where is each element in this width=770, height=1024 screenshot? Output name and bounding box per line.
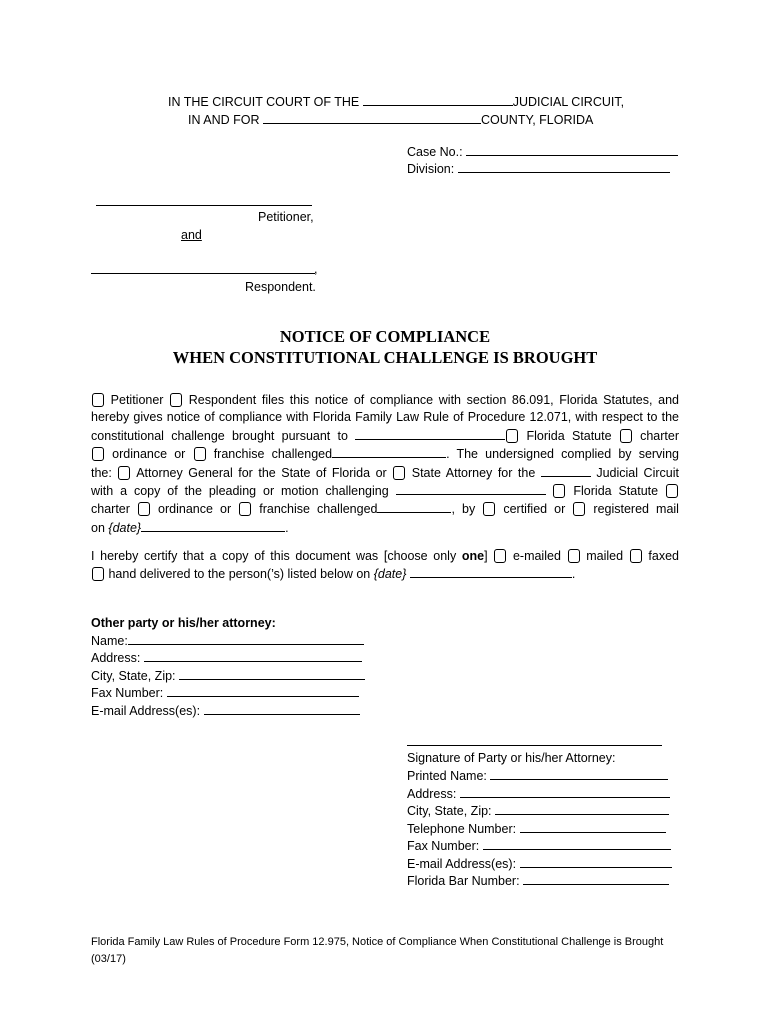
other-party-address-row: Address: (91, 649, 362, 667)
case-number-row: Case No.: (407, 143, 678, 161)
certify-date-field[interactable] (410, 565, 572, 578)
certification-paragraph (91, 548, 679, 584)
signature-field[interactable] (407, 745, 662, 746)
other-party-heading: Other party or his/her attorney: (91, 616, 276, 630)
para-line-5: the: Attorney General for the State of Florida or State Attorney for the Judicial Circuit (91, 465, 679, 480)
petitioner-name-field[interactable] (96, 205, 312, 206)
pursuant-to-field[interactable] (355, 427, 505, 440)
telephone-row: Telephone Number: (407, 820, 666, 838)
franchise-checkbox-1[interactable] (194, 447, 206, 461)
franchise-field-1[interactable] (332, 445, 446, 458)
other-party-address-field[interactable] (144, 649, 362, 662)
printed-name-row: Printed Name: (407, 767, 668, 785)
other-party-email-row: E-mail Address(es): (91, 702, 360, 720)
other-party-city-row: City, State, Zip: (91, 667, 365, 685)
para-line-1: Petitioner Respondent files this notice of compliance with section 86.091, Florida Statutes, and (91, 392, 679, 409)
form-title: NOTICE OF COMPLIANCE (279, 327, 491, 346)
charter-checkbox-2[interactable] (666, 484, 678, 498)
footer-form-title: Florida Family Law Rules of Procedure Form 12.975, Notice of Compliance When Constitutional Challenge is Brought (91, 936, 664, 948)
florida-statute-checkbox-1[interactable] (506, 429, 518, 443)
bar-number-field[interactable] (523, 872, 669, 885)
other-party-email-field[interactable] (204, 702, 360, 715)
respondent-comma: , (314, 262, 318, 276)
state-attorney-checkbox[interactable] (393, 466, 405, 480)
registered-mail-checkbox[interactable] (573, 502, 585, 516)
para-line-2: hereby gives notice of compliance with Florida Family Law Rule of Procedure 12.071, with respect to the (91, 410, 679, 425)
hand-delivered-checkbox[interactable] (92, 567, 104, 581)
judicial-circuit-field[interactable] (363, 93, 513, 106)
other-party-fax-field[interactable] (167, 684, 359, 697)
attorney-general-checkbox[interactable] (118, 466, 130, 480)
footer-revision: (03/17) (91, 953, 126, 965)
other-party-name-field[interactable] (128, 632, 364, 645)
cert-line-2: hand delivered to the person(’s) listed below on {date} . (91, 565, 679, 583)
petitioner-label: Petitioner, (258, 210, 314, 224)
division-row: Division: (407, 160, 670, 178)
signer-email-row: E-mail Address(es): (407, 855, 672, 873)
para-line-8: on {date} . (91, 520, 289, 535)
respondent-checkbox[interactable] (170, 393, 182, 407)
certified-mail-checkbox[interactable] (483, 502, 495, 516)
mailed-checkbox[interactable] (568, 549, 580, 563)
signature-label: Signature of Party or his/her Attorney: (407, 751, 616, 765)
signer-address-row: Address: (407, 785, 670, 803)
other-party-name-row: Name: (91, 632, 364, 650)
faxed-checkbox[interactable] (630, 549, 642, 563)
division-field[interactable] (458, 160, 670, 173)
notice-paragraph (91, 392, 679, 537)
other-party-fax-row: Fax Number: (91, 684, 359, 702)
respondent-name-field[interactable] (91, 273, 315, 274)
court-header-line1: IN THE CIRCUIT COURT OF THE JUDICIAL CIRCUIT, (168, 95, 625, 109)
signer-fax-row: Fax Number: (407, 837, 671, 855)
county-field[interactable] (263, 111, 481, 124)
court-header-line2: IN AND FOR COUNTY, FLORIDA (188, 113, 594, 127)
bar-number-row: Florida Bar Number: (407, 872, 669, 890)
cert-line-1: I hereby certify that a copy of this document was [choose only one] e-mailed mailed faxed (91, 549, 679, 563)
para-line-3: constitutional challenge brought pursuant to Florida Statute charter (91, 428, 679, 443)
franchise-checkbox-2[interactable] (239, 502, 251, 516)
signer-address-field[interactable] (460, 785, 670, 798)
printed-name-field[interactable] (490, 767, 668, 780)
pleading-field[interactable] (396, 482, 546, 495)
telephone-field[interactable] (520, 820, 666, 833)
service-date-field[interactable] (141, 519, 285, 532)
other-party-city-field[interactable] (179, 667, 365, 680)
para-line-6: with a copy of the pleading or motion challenging Florida Statute (91, 482, 679, 500)
signer-email-field[interactable] (520, 855, 672, 868)
case-number-field[interactable] (466, 143, 678, 156)
florida-statute-checkbox-2[interactable] (553, 484, 565, 498)
ordinance-checkbox-2[interactable] (138, 502, 150, 516)
ordinance-checkbox-1[interactable] (92, 447, 104, 461)
signer-fax-field[interactable] (483, 837, 671, 850)
form-subtitle: WHEN CONSTITUTIONAL CHALLENGE IS BROUGHT (172, 348, 598, 367)
respondent-label: Respondent. (245, 280, 316, 294)
franchise-field-2[interactable] (377, 500, 451, 513)
para-line-7: charter ordinance or franchise challenged , by certified or registered mail (91, 502, 679, 517)
charter-checkbox-1[interactable] (620, 429, 632, 443)
signer-city-row: City, State, Zip: (407, 802, 669, 820)
emailed-checkbox[interactable] (494, 549, 506, 563)
petitioner-checkbox[interactable] (92, 393, 104, 407)
para-line-4: ordinance or franchise challenged . The undersigned complied by serving (91, 445, 679, 463)
judicial-circuit-number-field[interactable] (541, 464, 591, 477)
signer-city-field[interactable] (495, 802, 669, 815)
and-label: and (181, 228, 202, 242)
